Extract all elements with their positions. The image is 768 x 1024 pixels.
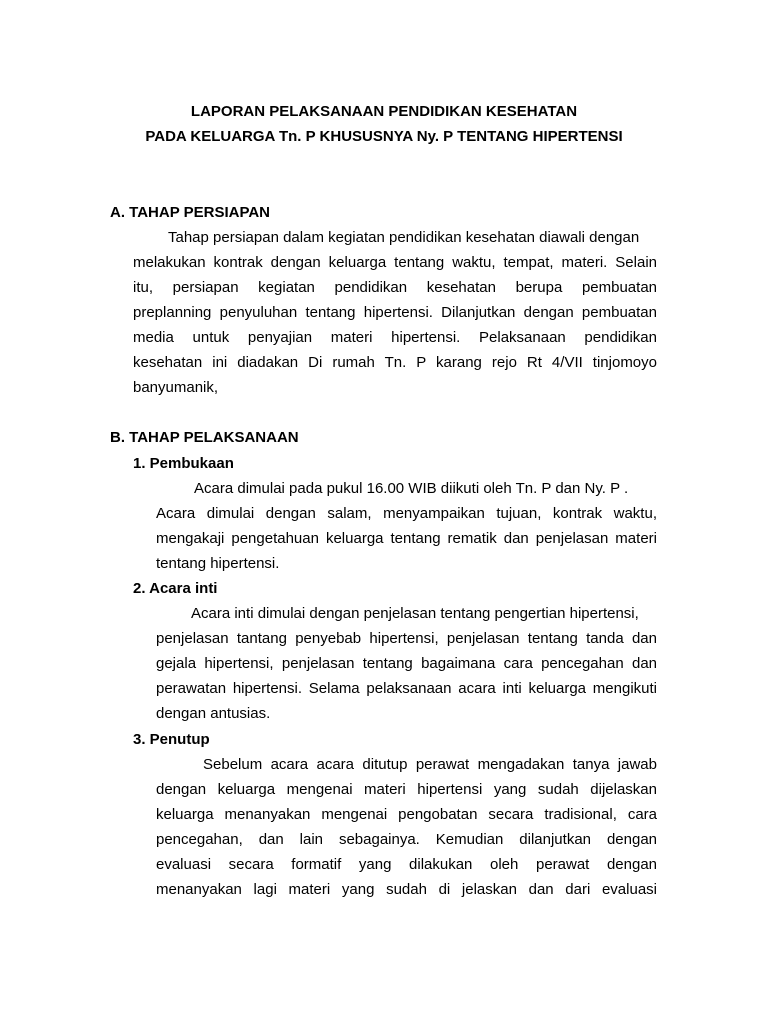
- penutup-line: pencegahan, dan lain sebagainya. Kemudian dilanjutkan dengan: [156, 831, 657, 848]
- pembukaan-line: mengakaji pengetahuan keluarga tentang rematik dan penjelasan materi: [156, 530, 657, 547]
- section-b-heading: B. TAHAP PELAKSANAAN: [110, 429, 299, 446]
- penutup-line: evaluasi secara formatif yang dilakukan oleh perawat dengan: [156, 856, 657, 873]
- document-title-line-1: LAPORAN PELAKSANAAN PENDIDIKAN KESEHATAN: [190, 103, 578, 120]
- section-a-line: preplanning penyuluhan tentang hipertensi. Dilanjutkan dengan pembuatan: [133, 304, 657, 321]
- section-a-heading: A. TAHAP PERSIAPAN: [110, 204, 271, 221]
- acara-inti-line: dengan antusias.: [156, 705, 271, 722]
- sub-heading-pembukaan: 1. Pembukaan: [133, 455, 234, 472]
- pembukaan-line: Acara dimulai dengan salam, menyampaikan tujuan, kontrak waktu,: [156, 505, 657, 522]
- section-a-line: banyumanik,: [133, 379, 219, 396]
- document-title-line-2: PADA KELUARGA Tn. P KHUSUSNYA Ny. P TENTANG HIPERTENSI: [145, 128, 623, 145]
- pembukaan-line: Acara dimulai pada pukul 16.00 WIB diikuti oleh Tn. P dan Ny. P .: [194, 480, 629, 497]
- sub-heading-acara-inti: 2. Acara inti: [133, 580, 218, 597]
- penutup-line: Sebelum acara acara ditutup perawat mengadakan tanya jawab: [203, 756, 657, 773]
- section-a-line: kesehatan ini diadakan Di rumah Tn. P karang rejo Rt 4/VII tinjomoyo: [133, 354, 657, 371]
- penutup-line: dengan keluarga mengenai materi hipertensi yang sudah dijelaskan: [156, 781, 657, 798]
- section-a-line: Tahap persiapan dalam kegiatan pendidikan kesehatan diawali dengan: [168, 229, 640, 246]
- acara-inti-line: gejala hipertensi, penjelasan tentang bagaimana cara pencegahan dan: [156, 655, 657, 672]
- section-a-line: melakukan kontrak dengan keluarga tentang waktu, tempat, materi. Selain: [133, 254, 657, 271]
- penutup-line: menanyakan lagi materi yang sudah di jelaskan dan dari evaluasi: [156, 881, 657, 898]
- sub-heading-penutup: 3. Penutup: [133, 731, 210, 748]
- section-a-line: media untuk penyajian materi hipertensi. Pelaksanaan pendidikan: [133, 329, 657, 346]
- pembukaan-line: tentang hipertensi.: [156, 555, 280, 572]
- penutup-line: keluarga menanyakan mengenai pengobatan secara tradisional, cara: [156, 806, 657, 823]
- acara-inti-line: penjelasan tantang penyebab hipertensi, penjelasan tentang tanda dan: [156, 630, 657, 647]
- section-a-line: itu, persiapan kegiatan pendidikan kesehatan berupa pembuatan: [133, 279, 657, 296]
- acara-inti-line: perawatan hipertensi. Selama pelaksanaan acara inti keluarga mengikuti: [156, 680, 657, 697]
- acara-inti-line: Acara inti dimulai dengan penjelasan tentang pengertian hipertensi,: [191, 605, 639, 622]
